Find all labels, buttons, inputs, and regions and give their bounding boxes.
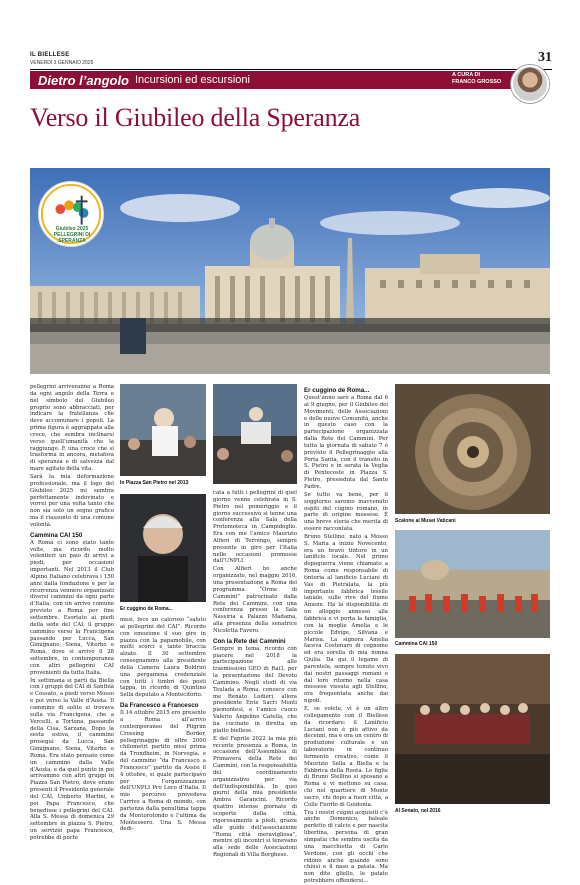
col4-para-2: Se tutto va bene, per il soggiorno saremo inavvenuto ospiti del cugino romano, in parte di origine mossese. È una breve storia che merita di essere raccontata. <box>304 491 388 533</box>
photo-papamobile-crowd <box>213 384 297 484</box>
col4-subhead: Er cuggino de Roma... <box>304 387 370 394</box>
logo-line-2: PELLEGRINI DI SPERANZA <box>53 232 91 244</box>
page-number: 31 <box>538 50 552 65</box>
col1-subhead: Cammina CAI 150 <box>30 531 83 539</box>
col1-para-4: In settimana si partì da Biella con i gruppi del CAI di Santhià e Cossato, a piedi verso Mosso e poi verso la Valle d’Aosta. Il cammino di solito si trovava sulla via Francigena, che a Vercelli, a Tortona, passando della Cisa, Sarzana, Dopo la sesta estiva, il cammino proseguì da Lucca, San Gimignano, Siena, Viterbo e Roma. Era stato pensato come un cammino dalla Valle d’Aosta, e da quel punto in poi arrivammo con altri gruppi in Piazza San Pietro, dove erano presenti il Presidente generale del CAI, Umberto Martini, e poi Papa Francesco, che benedisse i pellegrini del CAI. Alla S. Messa di domenica 29 settembre in piazza S. Pietro, un servizio papa Francesco, potrebbe di pochi <box>30 677 114 841</box>
photo-cugino <box>120 494 206 602</box>
col4-para-3: Bruno Stellino, nato a Mosso S. Maria a inizio Novecento, era un bravo tintore in un lanificio locale. Nel primo dopoguerra viene chiamato a Roma come responsabile di tintoria al lanificio Luciani di Vas di Pietralata, la più importante fabbrica tessile laniale, sulle rive del fiume Aniene. Ha la disponibilità di un alloggio annesso alla fabbrica e vi porta la famiglia, con la moglie Amelia e le piccole Edvige, Silvana e Marisa. La signora Amelia faceva Costenaro di cognome ed era sorella di mia nonna Giulia. Da qui il legame di parentela, sempre tenuto vivo dai nostri passaggi romani e dal loro ritorno nella casa mossese vissuta agli Stellino, ora frequentata anche dai nipoti. <box>304 533 388 705</box>
header-rule <box>30 69 552 70</box>
masthead: IL BIELLESE <box>30 52 70 58</box>
photo-pope-piazza <box>120 384 206 476</box>
col3-subhead: Con la Rete dei Cammini <box>213 637 286 645</box>
col4-para-1: Quest’anno sarò a Roma dal 6 al 9 giugno, per il Giubileo dei Movimenti, delle Associazioni e delle nuove Comunità, anche in questo caso con la partecipazione organizzata dalla Rete dei Cammini. Per tutta la giornata di sabato 7 è previsto il Pellegrinaggio alla Porta Santa, con il transito in S. Pietro e in serata la Veglia di Pentecoste in Piazza S. Pietro, presieduta dal Santo Padre. <box>304 395 388 490</box>
section-banner <box>30 71 518 89</box>
col2-para-1: mesi, fece un caloroso “saluto ai pellegrini del CAI”. Ricordo con emozione il suo giro in piazza con la papamobile, con molti scorci e tante braccia alzate. Il 30 settembre consegnammo alla presidente della Camera Laura Boldrini una pergamena credenziale con tutti i timbri dei posti tappa, in ricordo di Quintino Sella deputato a Montecitorio. <box>120 617 206 699</box>
author-name: FRANCO GROSSO <box>452 79 502 85</box>
article-column-3 <box>213 490 297 859</box>
logo-line-1: Giubileo 2025 <box>55 226 89 232</box>
col2-subhead: Da Francesco a Francesco <box>120 702 199 710</box>
author-avatar <box>511 65 549 103</box>
photo-cai-group <box>395 530 550 638</box>
jubilee-logo-text <box>47 226 97 244</box>
caption-cai: Cammina CAI 150 <box>395 641 438 647</box>
col4-para-4: E, se volete, vi è un altro collegamento con il Biellese da ricordare: il Lanificio Luciani non è più attivo da decenni, ma è ora un centro di produzione culturale e un laboratorio in continuo fermento creativo, come il Maurizio Sella a Biella e la Fabbrica della Ruota. Le figlie di Bruno Stellino si sposano a Roma e vi mettono su casa, chi nel quartiere di Monte sacro, chi dopo a fuori città, a Colle Fiorito di Guidonia. <box>304 705 388 808</box>
col3-para-1: cata a tutti i pellegrini di quel giorno venne celebrata in S. Pietro nel pomeriggio e il giorno successivo si tenne una conferenza alla Sala della Protomoteca in Campidoglio. Era con me l’amico Maurizio Alfieri di Terrengo, sempre presente in giro per l’Italia nelle occasioni promosse dall’UNPLI. <box>213 490 297 565</box>
col3-para-3: Sempre in tema, ricordo con piacere nel 2018 la partecipazione alle trasmissioni GEO di Rai3, per la presentazione del Devoto Cammino. Negli studi di via Teulada a Roma, conosco con me Renato Lodieri, allora presidente Ente Sacri Monti piemontesi, e l’amico cuoco Valerio Angelino Catella, che ha cucinato in diretta un piatto biellese. <box>213 645 297 734</box>
article-column-4 <box>304 384 388 885</box>
col4-para-5: Tra i nostri cugini acquisiti c’è anche Domenico, baleale perfetto di calcio e per nascita libertina, persona di gran simpatia che sembra uscita da una macchietta di Carlo Verdone, con gli occhi che ridono anche quando sono chiusi e il naso a patata. Ma non dite gliello, le patate potrebbero offendersi... <box>304 809 388 885</box>
page-headline: Verso il Giubileo della Speranza <box>30 103 361 132</box>
caption-senate: Al Senato, nel 2016 <box>395 808 441 814</box>
hero-photo-st-peters-square <box>30 168 550 374</box>
section-subtitle: Incursioni ed escursioni <box>135 74 250 86</box>
article-column-1 <box>30 384 114 841</box>
author-credit <box>452 72 501 86</box>
section-title: Dietro l’angolo <box>38 72 129 88</box>
col1-para-3: A Roma ci sono stato tante volte, ma ricordo molto volentieri un paio di arrivi a piedi, per occasioni importanti. Nel 2013 il Club Alpino Italiano celebrava i 150 anni dalla fondazione e per la ricorrenza vennero organizzati diversi cammini da ogni parte d’Italia, con un arrivo comune previsto a Roma per fine settembre. Esortato ai piedi della sede del CAI, il gruppo cammino verso la Francigena passando per Lucca, San Gimignano, Siena, Viterbo e Roma, dove si arrivò il 28 settembre, in contemporanea con altri pellegrini CAI provenienti da tutta Italia. <box>30 539 114 676</box>
col1-para-1: pellegrini arriveranno a Roma da ogni angolo della Terra e nel simbolo del Giubileo proprio sono abbracciati, per indicare la fratellanza che deve accomunare i popoli. La prima figura è aggrappata alla croce, che sembra inclinarsi verso quell’umanità che la raggiunge. È una croce che si trasforma in ancora, metafora di speranza e di salvezza dal mare agitato della vita. <box>30 384 114 473</box>
photo-senate-hall <box>395 654 550 804</box>
col3-para-4: E del Faprile 2022 la mia più recente presenza a Roma, in occasione dell’Assemblea di Primavera della Rete dei Cammini, con la responsabilità del coordinamento organizzativo per via dell’indisponibilità. In quei giorni della mia presidente Ambra Garancini. Ricordo quattro intense giornate di scoperte della città, rigorosamente a piedi, grazie alle guide dell’associazione “Roma città meravigliosa”, mentre gli incontri si tenevano alla sede delle Associazioni Regionali di Villa Borghese. <box>213 735 297 859</box>
caption-pope: In Piazza San Pietro nel 2013 <box>120 480 189 486</box>
author-label: A CURA DI <box>452 72 481 78</box>
col1-para-2: Sarà la mia deformazione professionale, ma il logo del Giubileo 2025 mi sembra perfettamente indovinato e vorrei per una volta tanto che non sia solo un segno grafico ma il riassunto di una comune volontà. <box>30 473 114 528</box>
col2-para-2: Il 14 ottobre 2015 ero presente a Roma all’arrivo contemporaneo del Pilgrim Crossing Border, pellegrinaggio di oltre 2000 chilometri partito mesi prima da Trondheim, in Norvegia, e del cammino “da Francesco a Francesco” partito da Assisi il 4 ottobre, si quale partecipavo per l’organizzazione dell’UNPLI Pro Loco d’Italia. Il mio percorso prevedeva l’arrivo a Roma di mondo, con partenza dalla penultima tappa da Montorotondo e l’ultima da Monteosero. Una S. Messa dedi- <box>120 710 206 833</box>
col3-para-2: Con Alfieri ho anche organizzato, nel maggio 2016, una presentazione a Roma del programma “Orme di Cammini” patrocinato dalla Rete dei Cammini, con una conferenza presso la Sala Nassiria a Palazzo Madama, alla presenza della senatrice Nicoletta Favero. <box>213 566 297 634</box>
article-column-2 <box>120 617 206 833</box>
photo-vatican-staircase <box>395 384 550 514</box>
dateline: VENERDÌ 3 GENNAIO 2025 <box>30 60 94 66</box>
caption-cugino: Er cuggino de Roma... <box>120 606 173 612</box>
caption-staircase: Scalone ai Musei Vaticani <box>395 518 456 524</box>
